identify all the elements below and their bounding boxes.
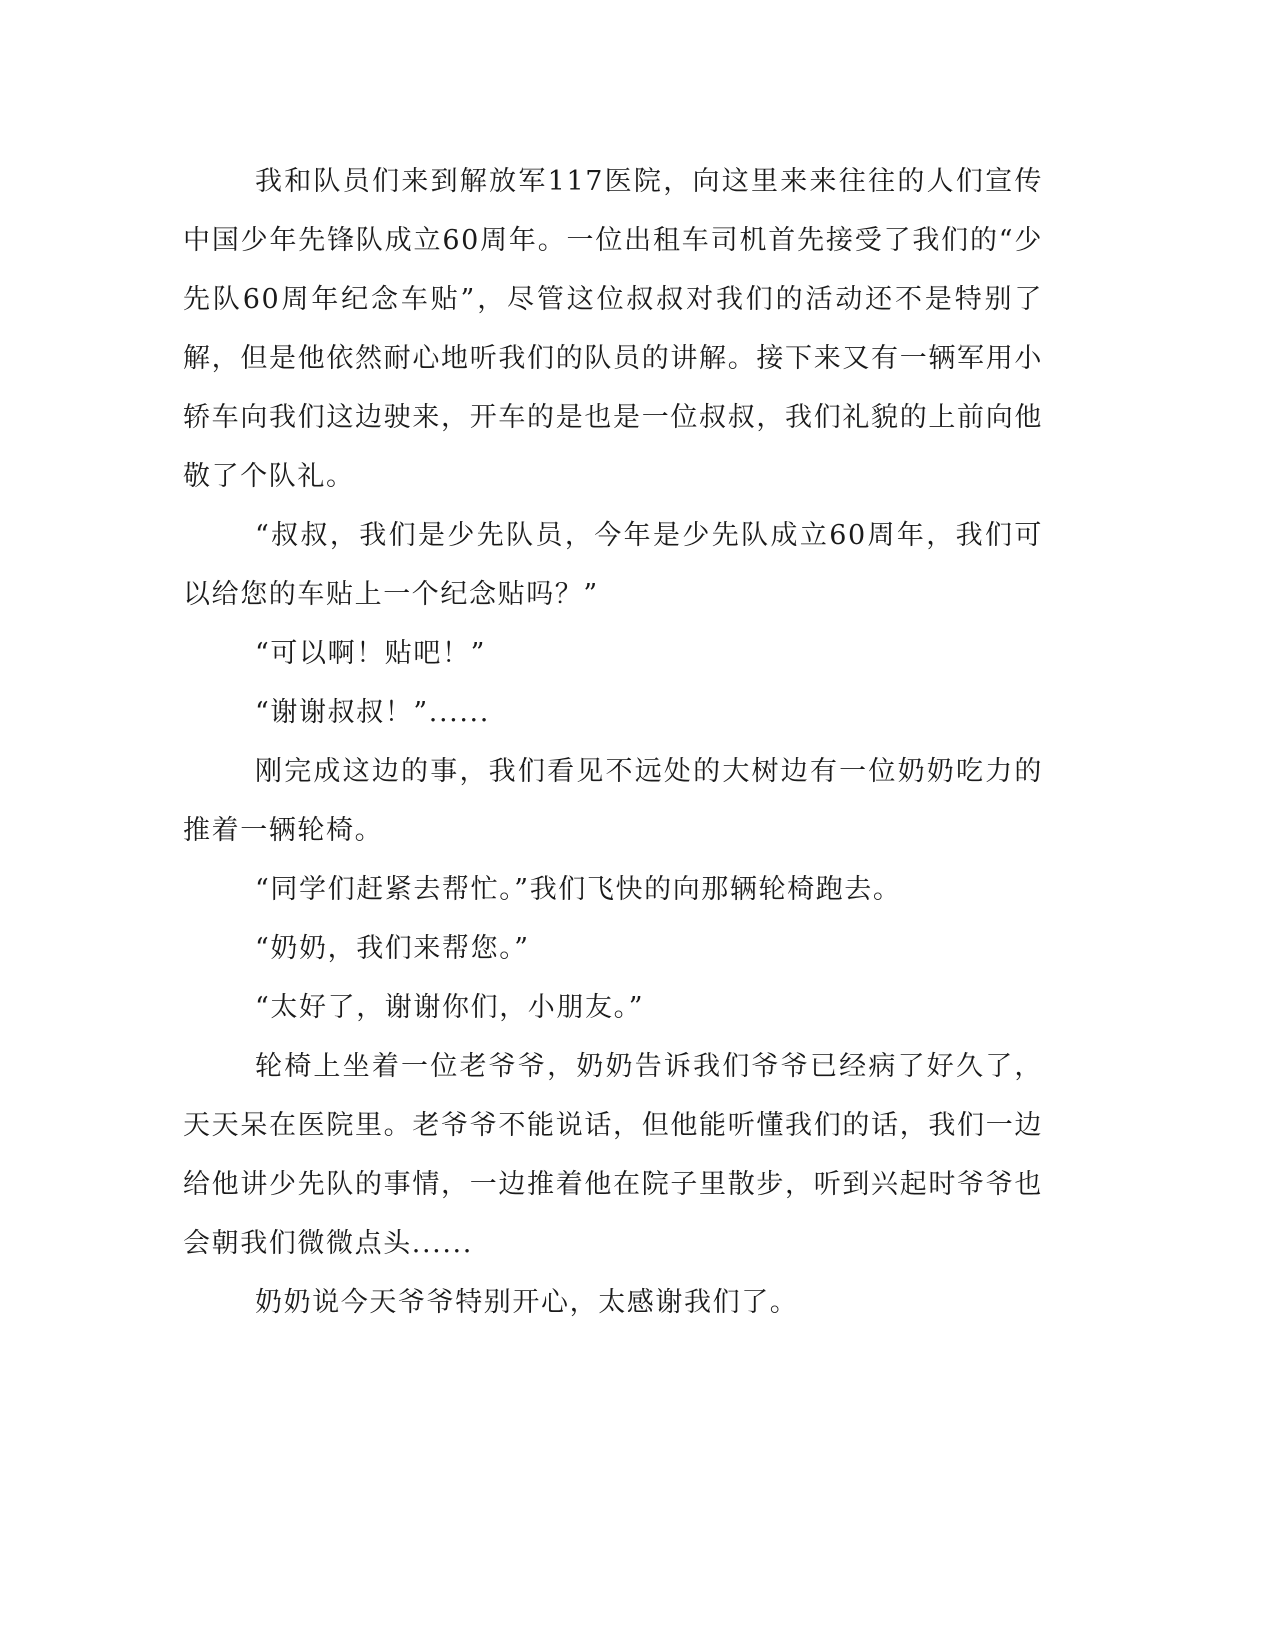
paragraph-1: 我和队员们来到解放军117医院，向这里来来往往的人们宣传中国少年先锋队成立60周年。一位出租车司机首先接受了我们的“少先队60周年纪念车贴”，尽管这位叔叔对我们的活动还不是特别了解，但是他依然耐心地听我们的队员的讲解。接下来又有一辆军用小轿车向我们这边驶来，开车的是也是一位叔叔，我们礼貌的上前向他敬了个队礼。 [183, 166, 1043, 492]
paragraph-10: 奶奶说今天爷爷特别开心，太感谢我们了。 [255, 1287, 799, 1318]
paragraph-3: “可以啊！贴吧！” [255, 638, 487, 669]
paragraph-6: “同学们赶紧去帮忙。”我们飞快的向那辆轮椅跑去。 [255, 874, 902, 905]
paragraph-4: “谢谢叔叔！”...... [255, 697, 490, 728]
paragraph-5: 刚完成这边的事，我们看见不远处的大树边有一位奶奶吃力的推着一辆轮椅。 [183, 756, 1043, 846]
paragraph-2: “叔叔，我们是少先队员，今年是少先队成立60周年，我们可以给您的车贴上一个纪念贴吗？” [183, 520, 1043, 610]
paragraph-9: 轮椅上坐着一位老爷爷，奶奶告诉我们爷爷已经病了好久了，天天呆在医院里。老爷爷不能说话，但他能听懂我们的话，我们一边给他讲少先队的事情，一边推着他在院子里散步，听到兴起时爷爷也会朝我们微微点头...... [183, 1051, 1043, 1259]
paragraph-8: “太好了，谢谢你们，小朋友。” [255, 992, 645, 1023]
document-body [183, 152, 1043, 1332]
paragraph-7: “奶奶，我们来帮您。” [255, 933, 530, 964]
